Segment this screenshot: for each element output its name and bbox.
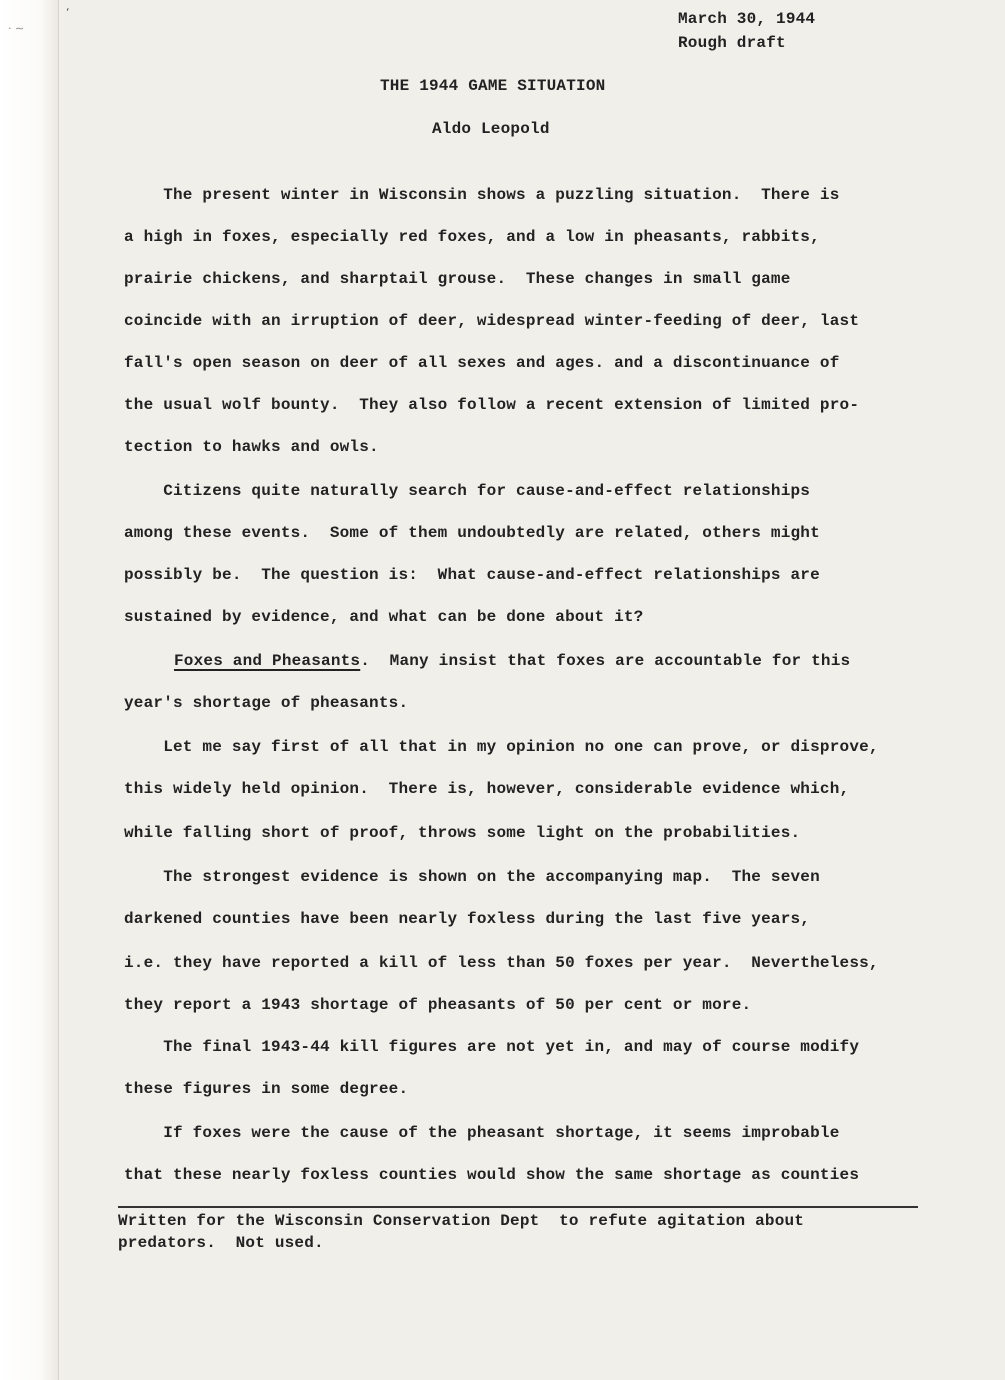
section-line: i.e. they have reported a kill of less than 50 foxes per year. Nevertheless, — [124, 954, 879, 972]
body-line: a high in foxes, especially red foxes, and a low in pheasants, rabbits, — [124, 228, 820, 246]
scan-tick: ‘ — [66, 6, 70, 19]
document-author: Aldo Leopold — [432, 120, 550, 138]
scan-mark: · ∼ — [8, 22, 25, 35]
paper-edge — [0, 0, 59, 1380]
section-line: Let me say first of all that in my opinion no one can prove, or disprove, — [124, 738, 879, 756]
body-line: fall's open season on deer of all sexes and ages. and a discontinuance of — [124, 354, 840, 372]
footnote-divider — [118, 1206, 918, 1208]
body-line: prairie chickens, and sharptail grouse. These changes in small game — [124, 270, 791, 288]
footnote-line: Written for the Wisconsin Conservation Dept to refute agitation about — [118, 1212, 805, 1230]
section-line: The strongest evidence is shown on the accompanying map. The seven — [124, 868, 820, 886]
section-line: this widely held opinion. There is, however, considerable evidence which, — [124, 780, 850, 798]
section-line: they report a 1943 shortage of pheasants of 50 per cent or more. — [124, 996, 752, 1014]
body-line: the usual wolf bounty. They also follow a recent extension of limited pro- — [124, 396, 860, 414]
body-line: possibly be. The question is: What cause-and-effect relationships are — [124, 566, 820, 584]
body-line: Citizens quite naturally search for cause-and-effect relationships — [124, 482, 811, 500]
body-line: The present winter in Wisconsin shows a puzzling situation. There is — [124, 186, 840, 204]
section-heading-line — [174, 652, 850, 670]
section-line: If foxes were the cause of the pheasant shortage, it seems improbable — [124, 1124, 840, 1142]
section-line: that these nearly foxless counties would show the same shortage as counties — [124, 1166, 860, 1184]
section-line: these figures in some degree. — [124, 1080, 409, 1098]
header-status: Rough draft — [678, 34, 786, 52]
header-date: March 30, 1944 — [678, 10, 816, 28]
section-line: while falling short of proof, throws some light on the probabilities. — [124, 824, 801, 842]
footnote-line: predators. Not used. — [118, 1234, 324, 1252]
body-line: sustained by evidence, and what can be done about it? — [124, 608, 644, 626]
section-line: darkened counties have been nearly foxless during the last five years, — [124, 910, 811, 928]
section-line: year's shortage of pheasants. — [124, 694, 409, 712]
section-line: . Many insist that foxes are accountable for this — [360, 652, 851, 670]
body-line: tection to hawks and owls. — [124, 438, 379, 456]
body-line: coincide with an irruption of deer, widespread winter-feeding of deer, last — [124, 312, 860, 330]
section-heading: Foxes and Pheasants — [174, 652, 361, 670]
body-line: among these events. Some of them undoubtedly are related, others might — [124, 524, 820, 542]
document-title: THE 1944 GAME SITUATION — [380, 77, 606, 95]
section-line: The final 1943-44 kill figures are not yet in, and may of course modify — [124, 1038, 860, 1056]
